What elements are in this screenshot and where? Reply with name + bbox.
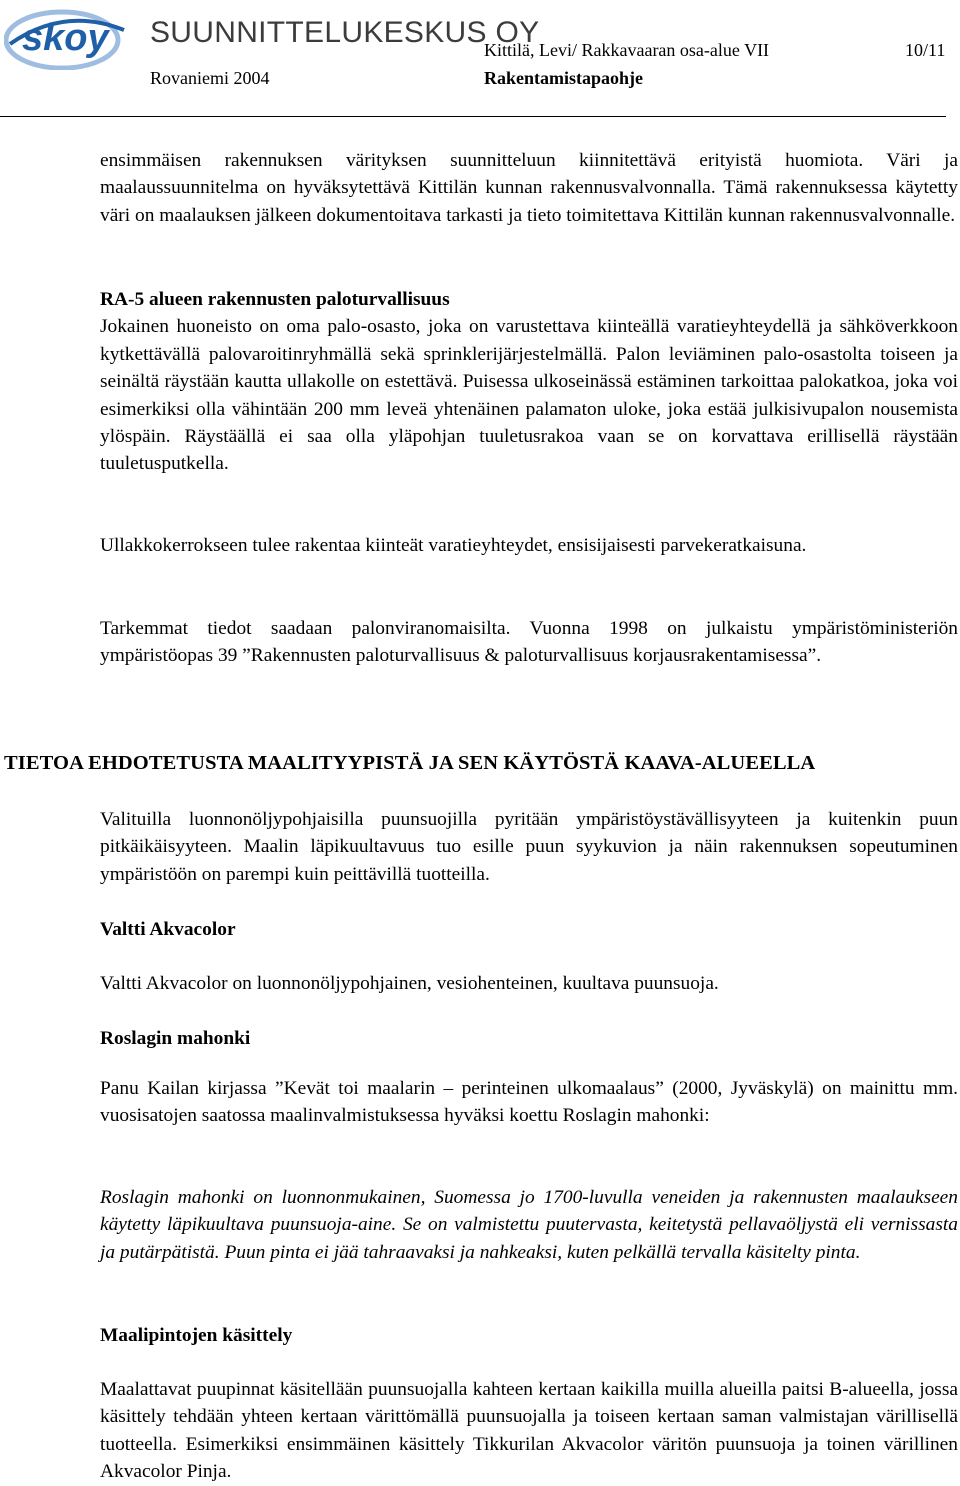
paragraph-attic: Ullakkokerrokseen tulee rakentaa kiinteät varatieyhteydet, ensisijaisesti parvekeratkaisuna. <box>100 535 807 556</box>
main-heading: TIETOA EHDOTETUSTA MAALITYYPISTÄ JA SEN KÄYTÖSTÄ KAAVA-ALUEELLA <box>4 752 816 774</box>
document-title: Rakentamistapaohje <box>484 68 644 88</box>
company-name: SUUNNITTELUKESKUS OY <box>150 16 540 49</box>
page-number: 10/11 <box>905 40 946 60</box>
more-info-section <box>100 615 958 670</box>
project-name: Kittilä, Levi/ Rakkavaaran osa-alue VII <box>484 40 770 60</box>
place-year: Rovaniemi 2004 <box>150 68 270 88</box>
roslagin-heading: Roslagin mahonki <box>100 1028 251 1049</box>
paragraph-roslagin: Panu Kailan kirjassa ”Kevät toi maalarin – perinteinen ulkomaalaus” (2000, Jyväskylä) on mainittu mm. vuosisatojen saatossa maalinvalmistuksessa hyväksi koettu Roslagin mahonki: <box>100 1078 958 1127</box>
surface-section <box>100 1322 958 1349</box>
skoy-logo <box>4 4 130 70</box>
ra5-heading: RA-5 alueen rakennusten paloturvallisuus <box>100 289 450 310</box>
paragraph-ra5: Jokainen huoneisto on oma palo-osasto, joka on varustettava kiinteällä varatieyhteydellä ja sähköverkkoon kytkettävällä palovaroitinryhmällä sekä sprinklerijärjestelmällä. Palon leviäminen palo-osastolta toiseen ja seinältä räystään kautta ullakolle on estettävä. Puisessa ulkoseinässä estäminen tarkoittaa palokatkoa, joka voi esimerkiksi olla vähintään 200 mm leveä yhtenäinen palamaton uloke, joka estää julkisivupalon nousemista ylöspäin. Räystäällä ei saa olla yläpohjan tuuletusrakoa vaan se on korvattava erillisellä räystään tuuletusputkella. <box>100 316 958 475</box>
attic-section <box>100 532 958 559</box>
roslagin-quote-section <box>100 1184 958 1266</box>
header-divider <box>0 116 946 117</box>
paragraph-more-info: Tarkemmat tiedot saadaan palonviranomaisilta. Vuonna 1998 on julkaistu ympäristöministeriön ympäristöopas 39 ”Rakennusten paloturvallisuus & paloturvallisuus korjausrakentamisessa”. <box>100 618 958 667</box>
roslagin-text-section <box>100 1075 958 1130</box>
valtti-heading: Valtti Akvacolor <box>100 919 236 940</box>
quote-roslagin: Roslagin mahonki on luonnonmukainen, Suomessa jo 1700-luvulla veneiden ja rakennusten maalaukseen käytetty läpikuultava puunsuoja-aine. Se on valmistettu puutervasta, keitetystä pellavaöljystä eli vernissasta ja putärpätistä. Puun pinta ei jää tahraavaksi ja nahkeaksi, kuten pelkällä tervalla käsitelty pinta. <box>100 1187 958 1263</box>
paint-intro-section <box>100 806 958 888</box>
valtti-text-section <box>100 970 958 997</box>
paragraph-valtti: Valtti Akvacolor on luonnonöljypohjainen, vesiohenteinen, kuultava puunsuoja. <box>100 973 719 994</box>
intro-section <box>100 147 958 229</box>
paragraph-surface: Maalattavat puupinnat käsitellään puunsuojalla kahteen kertaan kaikilla muilla alueilla paitsi B-alueella, jossa käsittely tehdään yhteen kertaan värittömällä puunsuojalla ja toiseen kertaan saman valmistajan värillisellä tuotteella. Esimerkiksi ensimmäinen käsittely Tikkurilan Akvacolor väritön puunsuoja ja toinen värillinen Akvacolor Pinja. <box>100 1379 958 1483</box>
ra5-section <box>100 286 958 478</box>
paragraph-paint-intro: Valituilla luonnonöljypohjaisilla puunsuojilla pyritään ympäristöystävällisyyteen ja kuitenkin puun pitkäikäisyyteen. Maalin läpikuultavuus tuo esille puun syykuvion ja näin rakennuksen sopeutuminen ympäristöön on parempi kuin peittävillä tuotteilla. <box>100 809 958 885</box>
roslagin-section <box>100 1025 958 1052</box>
surface-heading: Maalipintojen käsittely <box>100 1325 293 1346</box>
valtti-section <box>100 916 958 943</box>
surface-text-section <box>100 1376 958 1486</box>
page-header <box>0 0 960 122</box>
paragraph-intro: ensimmäisen rakennuksen värityksen suunnitteluun kiinnitettävä erityistä huomiota. Väri ja maalaussuunnitelma on hyväksytettävä Kittilän kunnan rakennusvalvonnalla. Tämä rakennuksessa käytetty väri on maalauksen jälkeen dokumentoitava tarkasti ja tieto toimitettava Kittilän kunnan rakennusvalvonnalle. <box>100 150 958 226</box>
logo-text: skoy <box>22 17 109 59</box>
